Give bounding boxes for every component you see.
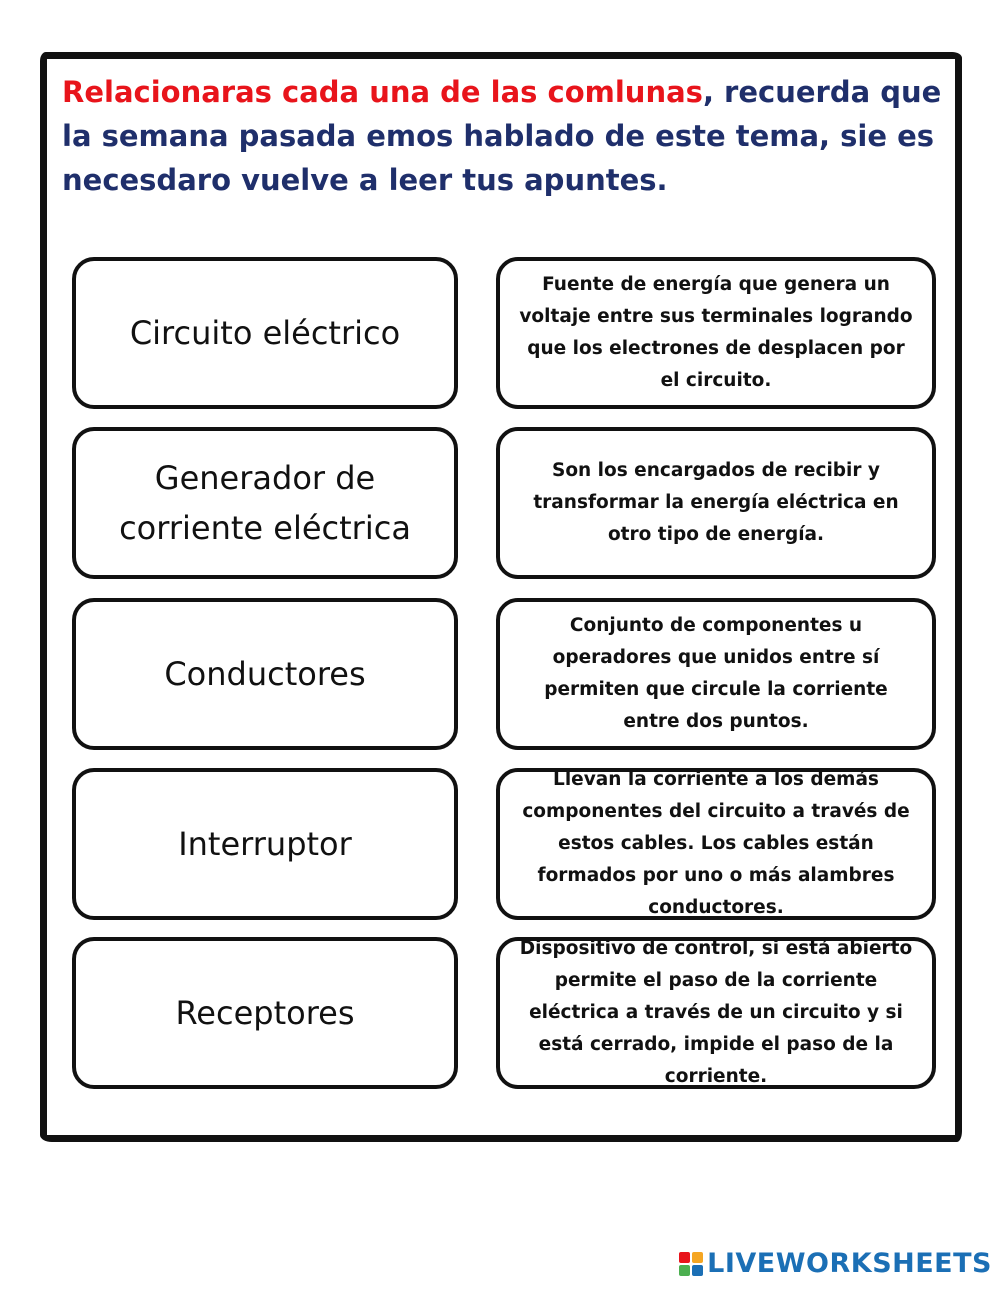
definition-box-3[interactable] <box>496 598 936 750</box>
liveworksheets-logo-icon <box>679 1252 703 1276</box>
term-box-generador[interactable] <box>72 427 458 579</box>
instructions-text <box>62 70 952 202</box>
liveworksheets-logo <box>679 1248 992 1279</box>
definition-box-5[interactable] <box>496 937 936 1089</box>
term-label: Conductores <box>164 655 366 693</box>
definition-box-1[interactable] <box>496 257 936 409</box>
term-box-circuito[interactable] <box>72 257 458 409</box>
definition-box-2[interactable] <box>496 427 936 579</box>
definition-text: Fuente de energía que genera un voltaje entre sus terminales logrando que los electrones de desplacen por el circuito. <box>519 274 913 391</box>
definition-text: Son los encargados de recibir y transformar la energía eléctrica en otro tipo de energía. <box>533 460 899 545</box>
definition-box-4[interactable] <box>496 768 936 920</box>
definition-text: Conjunto de componentes u operadores que unidos entre sí permiten que circule la corriente entre dos puntos. <box>544 615 888 732</box>
logo-text: LIVEWORKSHEETS <box>707 1248 992 1279</box>
term-label: Interruptor <box>178 825 352 863</box>
definition-text: Llevan la corriente a los demás componentes del circuito a través de estos cables. Los cables están formados por uno o más alambres conductores. <box>522 769 910 918</box>
instructions-highlight: Relacionaras cada una de las comlunas <box>62 75 703 109</box>
term-label: Receptores <box>175 994 355 1032</box>
term-box-receptores[interactable] <box>72 937 458 1089</box>
definition-text: Dispositivo de control, si está abierto permite el paso de la corriente eléctrica a través de un circuito y si está cerrado, impide el paso de la corriente. <box>519 938 913 1087</box>
term-box-interruptor[interactable] <box>72 768 458 920</box>
term-box-conductores[interactable] <box>72 598 458 750</box>
term-label: Generador de corriente eléctrica <box>119 459 411 547</box>
instructions-rest: , recuerda que la semana pasada emos hablado de este tema, sie es necesdaro vuelve a leer tus apuntes. <box>62 75 942 197</box>
term-label: Circuito eléctrico <box>129 314 401 352</box>
